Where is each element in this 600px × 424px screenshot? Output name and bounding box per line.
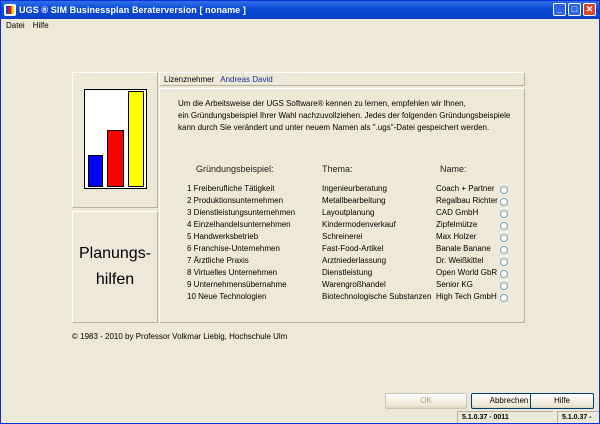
example-radio[interactable] [500,210,508,218]
title-bar[interactable] [1,1,599,19]
app-icon[interactable] [4,4,16,16]
table-row[interactable] [160,280,526,292]
license-label: Lizenznehmer [164,74,215,84]
licensee-name: Andreas David [220,74,273,84]
menu-bar [2,19,599,31]
theme-label: Fast-Food-Artikel [322,244,384,253]
status-version-left: 5.1.0.37 - 0011 [457,411,553,423]
example-label: 8 Virtuelles Unternehmen [187,268,278,277]
example-label: 10 Neue Technologien [187,292,267,301]
planning-aids-label: Planungs-hilfen [78,245,152,288]
theme-label: Biotechnologische Substanzen [322,292,432,301]
example-radio[interactable] [500,186,508,194]
table-row[interactable] [160,256,526,268]
intro-line: kann durch Sie verändert und unter neuem Namen als ".ugs"-Datei gespeichert werden. [178,123,490,132]
header-name: Name: [440,164,467,174]
menu-hilfe[interactable]: Hilfe [32,20,49,30]
bar-chart-logo [84,89,147,189]
company-name-label: Zipfelmütze [436,220,478,229]
table-row[interactable] [160,196,526,208]
window-title: UGS ® SIM Businessplan Beraterversion [ noname ] [19,5,246,15]
table-row[interactable] [160,292,526,304]
theme-label: Kindermodenverkauf [322,220,396,229]
help-button[interactable]: Hilfe [530,393,594,409]
maximize-button[interactable]: □ [568,3,581,16]
example-label: 1 Freiberufliche Tätigkeit [187,184,275,193]
intro-text [178,98,518,134]
company-name-label: Open World GbR [436,268,498,277]
cancel-button[interactable]: Abbrechen [471,393,547,409]
example-radio[interactable] [500,270,508,278]
example-label: 9 Unternehmensübernahme [187,280,287,289]
examples-panel [159,88,525,323]
ok-button[interactable]: OK [385,393,467,409]
theme-label: Schreinerei [322,232,363,241]
theme-label: Ingenieurberatung [322,184,387,193]
theme-label: Warengroßhandel [322,280,386,289]
table-row[interactable] [160,268,526,280]
company-name-label: Dr. Weißkittel [436,256,484,265]
example-radio[interactable] [500,294,508,302]
example-label: 4 Einzelhandelsunternehmen [187,220,291,229]
license-bar [159,72,525,86]
company-name-label: CAD GmbH [436,208,479,217]
company-name-label: Max Holzer [436,232,477,241]
status-bar [2,411,599,424]
logo-bar-blue [88,155,103,187]
logo-panel [72,72,158,208]
copyright-text: © 1983 - 2010 by Professor Volkmar Liebig, Hochschule Ulm [72,332,288,341]
logo-bar-yellow [128,91,144,187]
example-radio[interactable] [500,222,508,230]
example-radio[interactable] [500,198,508,206]
header-theme: Thema: [322,164,353,174]
example-label: 7 Ärztliche Praxis [187,256,249,265]
table-row[interactable] [160,232,526,244]
theme-label: Dienstleistung [322,268,373,277]
table-row[interactable] [160,244,526,256]
menu-datei[interactable]: Datei [6,20,25,30]
example-radio[interactable] [500,258,508,266]
status-version-right: 5.1.0.37 - [557,411,599,423]
close-button[interactable]: ✕ [583,3,596,16]
example-label: 3 Dienstleistungsunternehmen [187,208,296,217]
minimize-button[interactable]: _ [553,3,566,16]
theme-label: Layoutplanung [322,208,375,217]
example-radio[interactable] [500,282,508,290]
example-label: 5 Handwerksbetrieb [187,232,259,241]
company-name-label: Senior KG [436,280,473,289]
example-label: 2 Produktionsunternehmen [187,196,284,205]
planning-aids-panel[interactable] [72,211,158,323]
company-name-label: Banale Banane [436,244,491,253]
header-example: Gründungsbeispiel: [196,164,274,174]
example-radio[interactable] [500,234,508,242]
company-name-label: Regalbau Richter [436,196,498,205]
table-row[interactable] [160,220,526,232]
example-label: 6 Franchise-Unternehmen [187,244,280,253]
company-name-label: High Tech GmbH [436,292,497,301]
intro-line: ein Gründungsbeispiel Ihrer Wahl nachzuvollziehen. Jedes der folgenden Gründungsbeispiele [178,111,511,120]
company-name-label: Coach + Partner [436,184,495,193]
intro-line: Um die Arbeitsweise der UGS Software® kennen zu lernen, empfehlen wir Ihnen, [178,99,466,108]
logo-bar-red [107,130,124,187]
table-row[interactable] [160,208,526,220]
theme-label: Arztniederlassung [322,256,387,265]
table-row[interactable] [160,184,526,196]
theme-label: Metallbearbeitung [322,196,386,205]
example-radio[interactable] [500,246,508,254]
